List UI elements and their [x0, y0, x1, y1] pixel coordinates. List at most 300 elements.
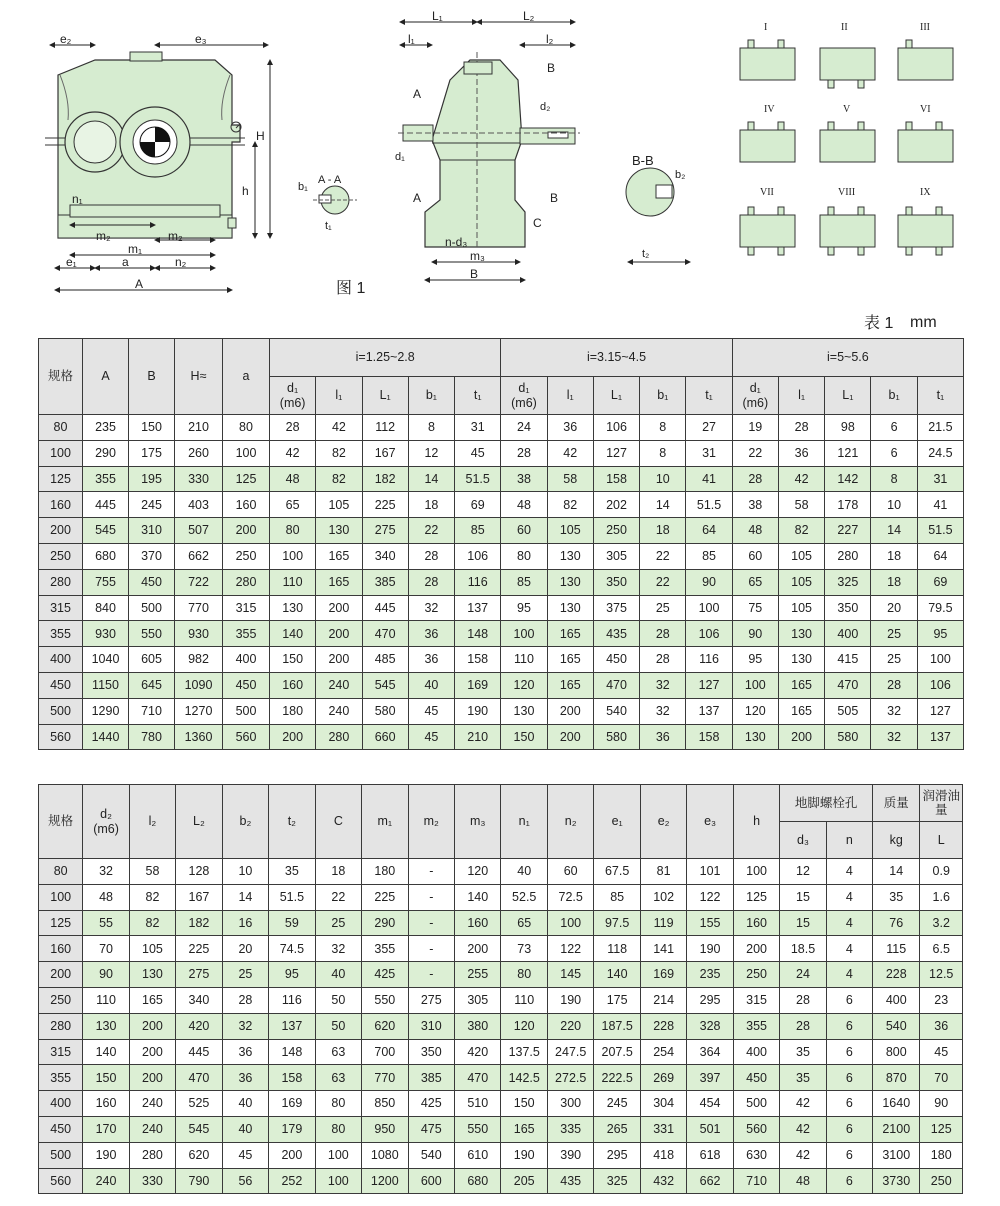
table-cell: 8 — [871, 466, 917, 492]
group-header-1: i=1.25~2.8 — [270, 339, 501, 377]
table-cell: 140 — [455, 884, 501, 910]
row-spec-cell: 200 — [39, 962, 83, 988]
table-cell: 560 — [733, 1116, 779, 1142]
table-cell: 142.5 — [501, 1065, 547, 1091]
dim-e3-label: e₃ — [195, 32, 207, 46]
table-cell: 350 — [825, 595, 871, 621]
section-aa-b1: b₁ — [298, 181, 308, 193]
table-cell: 32 — [871, 698, 917, 724]
table-cell: 120 — [501, 1013, 547, 1039]
table-cell: 85 — [455, 518, 501, 544]
table-cell: 800 — [873, 1039, 920, 1065]
table-row — [39, 936, 963, 962]
table-cell: 169 — [269, 1091, 315, 1117]
table-cell: 60 — [547, 859, 593, 885]
col-header-mass: 质量 — [873, 785, 920, 822]
table-cell: 325 — [825, 569, 871, 595]
table-cell: 41 — [686, 466, 732, 492]
table-cell: 1440 — [83, 724, 129, 750]
table-cell: 28 — [640, 647, 686, 673]
table-cell: 80 — [501, 962, 547, 988]
table-cell: 148 — [455, 621, 501, 647]
table-cell: 28 — [780, 987, 826, 1013]
table-cell: 82 — [316, 440, 362, 466]
table-cell: 145 — [547, 962, 593, 988]
table-cell: 21.5 — [917, 415, 963, 441]
table-cell: 165 — [547, 672, 593, 698]
table-cell: 180 — [362, 859, 408, 885]
side-view — [395, 9, 580, 281]
table-cell: 130 — [547, 543, 593, 569]
table-cell: 130 — [732, 724, 778, 750]
table-cell: 620 — [362, 1013, 408, 1039]
table-cell: 137 — [455, 595, 501, 621]
col-header-m2: m₂ — [408, 785, 454, 859]
sub-header-l1: l₁ — [778, 377, 824, 415]
table-cell: 110 — [83, 987, 129, 1013]
mount-label-8: VIII — [838, 187, 856, 198]
section-aa-title: A - A — [318, 174, 342, 186]
table-row — [39, 415, 964, 441]
table-cell: 148 — [269, 1039, 315, 1065]
row-spec-cell: 160 — [39, 492, 83, 518]
col-header-b2: b₂ — [222, 785, 268, 859]
table-cell: 454 — [687, 1091, 733, 1117]
table-row — [39, 1013, 963, 1039]
table-cell: 3730 — [873, 1168, 920, 1194]
table-cell: 560 — [223, 724, 270, 750]
table-cell: 158 — [455, 647, 501, 673]
table-cell: 45 — [408, 724, 454, 750]
row-spec-cell: 280 — [39, 1013, 83, 1039]
table-cell: 137 — [686, 698, 732, 724]
table-cell: 67.5 — [594, 859, 640, 885]
col-header-d2-top: d₂ — [100, 807, 112, 822]
table-cell: 982 — [175, 647, 223, 673]
row-spec-cell: 160 — [39, 936, 83, 962]
table-cell: 121 — [825, 440, 871, 466]
table-cell: 60 — [501, 518, 547, 544]
table-cell: 200 — [129, 1039, 175, 1065]
table-cell: 6 — [871, 440, 917, 466]
table-cell: 14 — [873, 859, 920, 885]
section-mark-A-top: A — [413, 87, 422, 101]
table-cell: 295 — [594, 1142, 640, 1168]
table-cell: 540 — [593, 698, 639, 724]
table-cell: 125 — [733, 884, 779, 910]
table-cell: 12.5 — [920, 962, 963, 988]
table-cell: 1150 — [83, 672, 129, 698]
table-cell: 364 — [687, 1039, 733, 1065]
table-cell: 205 — [501, 1168, 547, 1194]
table-cell: 59 — [269, 910, 315, 936]
table-cell: 304 — [640, 1091, 686, 1117]
table-cell: 36 — [408, 621, 454, 647]
table-row — [39, 910, 963, 936]
table-cell: 72.5 — [547, 884, 593, 910]
table-cell: 142 — [825, 466, 871, 492]
table-cell: 220 — [547, 1013, 593, 1039]
dim-e1-label: e₁ — [66, 255, 77, 269]
table-cell: 158 — [269, 1065, 315, 1091]
table-cell: 385 — [362, 569, 408, 595]
sub-header-b1: b₁ — [408, 377, 454, 415]
table-cell: 105 — [778, 543, 824, 569]
table-cell: 755 — [83, 569, 129, 595]
table-cell: 82 — [778, 518, 824, 544]
table-cell: 165 — [316, 569, 362, 595]
table-cell: 475 — [408, 1116, 454, 1142]
table-cell: 182 — [362, 466, 408, 492]
table-cell: 73 — [501, 936, 547, 962]
table-cell: 20 — [222, 936, 268, 962]
table-cell: 18.5 — [780, 936, 826, 962]
table-cell: 330 — [175, 466, 223, 492]
table-cell: 45 — [222, 1142, 268, 1168]
table-cell: 6.5 — [920, 936, 963, 962]
table-row — [39, 1168, 963, 1194]
sub-header-d1-top: d₁ — [749, 381, 761, 396]
table-cell: 214 — [640, 987, 686, 1013]
row-spec-cell: 315 — [39, 1039, 83, 1065]
table-row — [39, 621, 964, 647]
table-cell: 420 — [455, 1039, 501, 1065]
table-cell: 200 — [129, 1013, 175, 1039]
table-cell: 48 — [732, 518, 778, 544]
table-cell: 235 — [687, 962, 733, 988]
table-cell: 36 — [920, 1013, 963, 1039]
table-cell: 182 — [176, 910, 222, 936]
table-cell: 290 — [83, 440, 129, 466]
table-cell: 40 — [408, 672, 454, 698]
table-cell: 305 — [593, 543, 639, 569]
table-cell: 24 — [780, 962, 826, 988]
table-cell: 305 — [455, 987, 501, 1013]
row-spec-cell: 400 — [39, 647, 83, 673]
table-cell: 187.5 — [594, 1013, 640, 1039]
table-cell: 42 — [780, 1142, 826, 1168]
dim-d2-label: d₂ — [540, 101, 551, 113]
group-header-2: i=3.15~4.5 — [501, 339, 732, 377]
table-cell: 1270 — [175, 698, 223, 724]
table-cell: 10 — [640, 466, 686, 492]
col-header-l2: l₂ — [129, 785, 175, 859]
table-cell: 4 — [826, 962, 872, 988]
section-mark-A-bottom: A — [413, 191, 422, 205]
table-cell: 127 — [593, 440, 639, 466]
table-cell: 295 — [687, 987, 733, 1013]
table-cell: 22 — [640, 543, 686, 569]
sub-header-b1: b₁ — [871, 377, 917, 415]
table-cell: 6 — [826, 1168, 872, 1194]
table-cell: 51.5 — [269, 884, 315, 910]
table-cell: 580 — [825, 724, 871, 750]
table-cell: 35 — [269, 859, 315, 885]
table-cell: 24 — [501, 415, 547, 441]
table-cell: 160 — [455, 910, 501, 936]
table-cell: 290 — [362, 910, 408, 936]
col-header-t2: t₂ — [269, 785, 315, 859]
table-cell: 128 — [176, 859, 222, 885]
table-cell: 36 — [222, 1039, 268, 1065]
table-cell: 275 — [362, 518, 408, 544]
table-cell: 80 — [223, 415, 270, 441]
table-cell: 120 — [455, 859, 501, 885]
section-aa-t1: t₁ — [325, 220, 332, 232]
table-cell: 28 — [408, 543, 454, 569]
table-cell: 252 — [269, 1168, 315, 1194]
table-cell: 200 — [316, 621, 362, 647]
table-cell: 137 — [269, 1013, 315, 1039]
table-cell: 35 — [780, 1065, 826, 1091]
table-cell: 6 — [826, 1065, 872, 1091]
col-header-oil: 润滑油量 — [920, 785, 963, 822]
table-cell: 122 — [687, 884, 733, 910]
table-cell: 330 — [129, 1168, 175, 1194]
table-cell: 120 — [732, 698, 778, 724]
table-cell: 397 — [687, 1065, 733, 1091]
table-cell: 310 — [408, 1013, 454, 1039]
table-cell: 150 — [83, 1065, 129, 1091]
table-cell: 150 — [501, 1091, 547, 1117]
table-cell: 160 — [270, 672, 316, 698]
table-cell: 130 — [547, 569, 593, 595]
table-cell: 165 — [547, 621, 593, 647]
table-cell: 80 — [315, 1116, 361, 1142]
table-cell: 70 — [920, 1065, 963, 1091]
sub-header-d1 — [732, 377, 778, 415]
table-cell: 18 — [640, 518, 686, 544]
table-cell: 24.5 — [917, 440, 963, 466]
table-cell: 165 — [778, 672, 824, 698]
table-row — [39, 466, 964, 492]
table-cell: 400 — [733, 1039, 779, 1065]
table-cell: 272.5 — [547, 1065, 593, 1091]
table-cell: 250 — [733, 962, 779, 988]
table-cell: 82 — [129, 910, 175, 936]
table-cell: 445 — [83, 492, 129, 518]
table-cell: 550 — [455, 1116, 501, 1142]
table-cell: 930 — [83, 621, 129, 647]
table-cell: 6 — [871, 415, 917, 441]
table-cell: 1290 — [83, 698, 129, 724]
table-cell: 225 — [362, 884, 408, 910]
table-row — [39, 1142, 963, 1168]
table-cell: 76 — [873, 910, 920, 936]
table-cell: 340 — [176, 987, 222, 1013]
table-cell: 415 — [825, 647, 871, 673]
table-cell: 2100 — [873, 1116, 920, 1142]
table-cell: 36 — [222, 1065, 268, 1091]
table-cell: 280 — [825, 543, 871, 569]
table-cell: 116 — [455, 569, 501, 595]
sub-header-L1: L₁ — [362, 377, 408, 415]
table-cell: 169 — [455, 672, 501, 698]
table-cell: 6 — [826, 1142, 872, 1168]
section-mark-B-bottom: B — [550, 191, 559, 205]
table-cell: 105 — [316, 492, 362, 518]
table-cell: 400 — [223, 647, 270, 673]
table-cell: 540 — [408, 1142, 454, 1168]
table-cell: 425 — [408, 1091, 454, 1117]
table-cell: 200 — [316, 595, 362, 621]
table-row — [39, 1091, 963, 1117]
table-cell: 120 — [501, 672, 547, 698]
table-cell: 610 — [455, 1142, 501, 1168]
table-cell: 115 — [873, 936, 920, 962]
table-cell: 118 — [594, 936, 640, 962]
table-cell: 32 — [640, 672, 686, 698]
dim-d1-label: d₁ — [395, 151, 405, 163]
table-cell: 75 — [732, 595, 778, 621]
table-cell: 840 — [83, 595, 129, 621]
table-cell: - — [408, 884, 454, 910]
table-cell: 110 — [501, 987, 547, 1013]
table-cell: 355 — [733, 1013, 779, 1039]
table-cell: 331 — [640, 1116, 686, 1142]
table-cell: 3100 — [873, 1142, 920, 1168]
table-cell: 280 — [223, 569, 270, 595]
table-cell: 200 — [778, 724, 824, 750]
row-spec-cell: 400 — [39, 1091, 83, 1117]
table-cell: 245 — [129, 492, 175, 518]
table-cell: 8 — [408, 415, 454, 441]
table-cell: 48 — [270, 466, 316, 492]
row-spec-cell: 125 — [39, 466, 83, 492]
mounting-arrangements — [740, 22, 953, 255]
table-cell: 6 — [826, 987, 872, 1013]
table-cell: 600 — [408, 1168, 454, 1194]
row-spec-cell: 125 — [39, 910, 83, 936]
table-cell: 175 — [129, 440, 175, 466]
dim-n2-label: n₂ — [175, 255, 187, 269]
table-cell: 130 — [83, 1013, 129, 1039]
table-cell: 165 — [316, 543, 362, 569]
table-cell: 420 — [176, 1013, 222, 1039]
table-cell: 710 — [733, 1168, 779, 1194]
table-cell: 10 — [222, 859, 268, 885]
group-header-bolt: 地脚螺栓孔 — [780, 785, 873, 822]
sub-header-d1 — [270, 377, 316, 415]
table-cell: 141 — [640, 936, 686, 962]
table-cell: 18 — [871, 543, 917, 569]
table-cell: 4 — [826, 910, 872, 936]
table-row — [39, 724, 964, 750]
table-cell: 85 — [686, 543, 732, 569]
table-cell: 140 — [594, 962, 640, 988]
table-cell: 250 — [920, 1168, 963, 1194]
table-cell: 25 — [315, 910, 361, 936]
table-cell: 90 — [83, 962, 129, 988]
row-spec-cell: 200 — [39, 518, 83, 544]
table-cell: 6 — [826, 1116, 872, 1142]
table-cell: - — [408, 910, 454, 936]
table-cell: 710 — [129, 698, 175, 724]
table-cell: 125 — [223, 466, 270, 492]
table-cell: 55 — [83, 910, 129, 936]
table-cell: 130 — [547, 595, 593, 621]
row-spec-cell: 100 — [39, 440, 83, 466]
sub-header-d1-bottom: (m6) — [511, 395, 537, 410]
table-cell: 200 — [455, 936, 501, 962]
table-cell: 1.6 — [920, 884, 963, 910]
sub-header-d1 — [501, 377, 547, 415]
table-cell: 74.5 — [269, 936, 315, 962]
group-header-3: i=5~5.6 — [732, 339, 963, 377]
table-cell: 432 — [640, 1168, 686, 1194]
section-bb — [626, 153, 690, 262]
dim-m3-label: m₃ — [470, 249, 485, 263]
table-cell: 160 — [733, 910, 779, 936]
dimension-table-2 — [38, 784, 963, 1194]
table-cell: 116 — [686, 647, 732, 673]
table-cell: 240 — [129, 1116, 175, 1142]
table-cell: 370 — [129, 543, 175, 569]
table-cell: 36 — [640, 724, 686, 750]
table-cell: 6 — [826, 1039, 872, 1065]
table-cell: 190 — [547, 987, 593, 1013]
table-cell: 605 — [129, 647, 175, 673]
table-cell: 14 — [640, 492, 686, 518]
table-cell: 240 — [316, 672, 362, 698]
table-cell: 130 — [129, 962, 175, 988]
table-cell: 4 — [826, 859, 872, 885]
table-cell: 470 — [825, 672, 871, 698]
dim-L2-label: L₂ — [523, 9, 535, 23]
dim-l2-label: l₂ — [546, 32, 554, 46]
table-cell: 525 — [176, 1091, 222, 1117]
table-cell: 64 — [917, 543, 963, 569]
row-spec-cell: 450 — [39, 672, 83, 698]
table-cell: 180 — [270, 698, 316, 724]
col-header-e2: e₂ — [640, 785, 686, 859]
table-cell: 101 — [687, 859, 733, 885]
table-cell: 260 — [175, 440, 223, 466]
table-cell: 540 — [873, 1013, 920, 1039]
table-cell: 45 — [455, 440, 501, 466]
table-cell: 90 — [686, 569, 732, 595]
table-cell: 550 — [129, 621, 175, 647]
table-cell: 100 — [315, 1168, 361, 1194]
table-cell: 95 — [917, 621, 963, 647]
table-cell: 4 — [826, 884, 872, 910]
table-cell: 28 — [780, 1013, 826, 1039]
table-cell: 202 — [593, 492, 639, 518]
row-spec-cell: 250 — [39, 543, 83, 569]
table-cell: 255 — [455, 962, 501, 988]
table-row — [39, 987, 963, 1013]
sub-header-b1: b₁ — [640, 377, 686, 415]
row-spec-cell: 560 — [39, 1168, 83, 1194]
table-cell: 300 — [547, 1091, 593, 1117]
table-cell: 28 — [270, 415, 316, 441]
sub-header-l1: l₁ — [316, 377, 362, 415]
dim-m2b-label: m₂ — [168, 229, 183, 243]
table-cell: 1200 — [362, 1168, 408, 1194]
table-cell: 130 — [501, 698, 547, 724]
table-cell: 22 — [732, 440, 778, 466]
table-cell: 25 — [871, 647, 917, 673]
table-cell: 36 — [408, 647, 454, 673]
table-cell: 28 — [640, 621, 686, 647]
sub-header-l1: l₁ — [547, 377, 593, 415]
row-spec-cell: 560 — [39, 724, 83, 750]
table-cell: - — [408, 859, 454, 885]
table-cell: 112 — [362, 415, 408, 441]
table-cell: 222.5 — [594, 1065, 640, 1091]
table-cell: 470 — [362, 621, 408, 647]
table1-unit: mm — [910, 314, 937, 331]
